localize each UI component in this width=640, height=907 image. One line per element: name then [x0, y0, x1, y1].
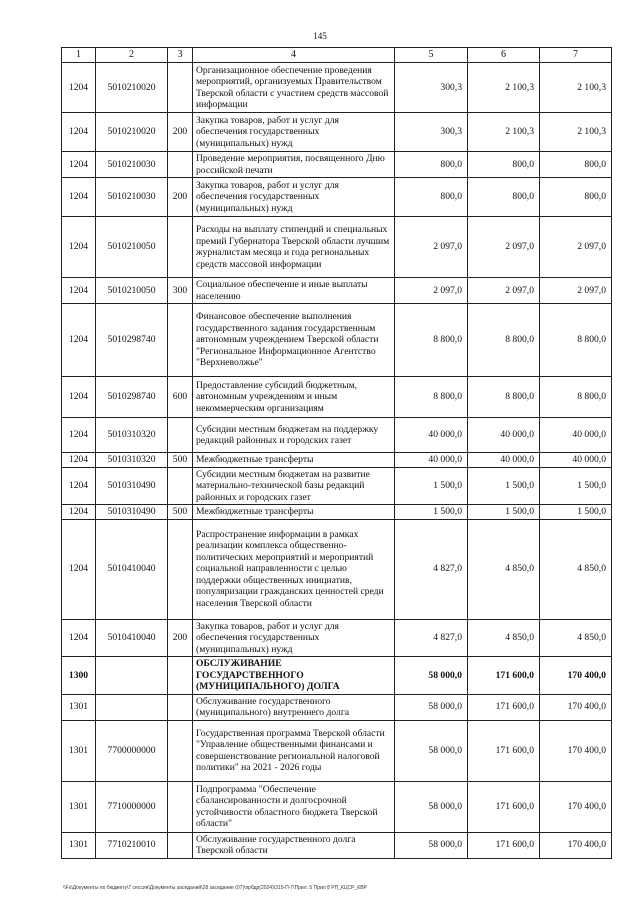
amount-cell-col5: 1 500,0: [395, 467, 468, 505]
section-code-cell: 1301: [62, 781, 96, 832]
section-code-cell: 1204: [62, 178, 96, 217]
amount-cell-col7: 4 850,0: [540, 619, 612, 657]
amount-cell-col6: 4 850,0: [468, 619, 540, 657]
amount-cell-col7: 800,0: [540, 178, 612, 217]
item-name-cell: Межбюджетные трансферты: [193, 505, 395, 520]
target-code-cell: 5010210050: [96, 278, 168, 304]
amount-cell-col5: 4 827,0: [395, 619, 468, 657]
target-code-cell: 7710000000: [96, 781, 168, 832]
item-name-cell: Государственная программа Тверской области "Управление общественными финансами и совершенствование региональной налоговой политики" на 2021 - 2026 годы: [193, 720, 395, 781]
amount-cell-col5: 300,3: [395, 63, 468, 113]
amount-cell-col7: 170 400,0: [540, 781, 612, 832]
amount-cell-col5: 40 000,0: [395, 453, 468, 468]
section-code-cell: 1204: [62, 377, 96, 418]
table-header-row: [62, 48, 612, 63]
expense-kind-cell: 200: [168, 619, 193, 657]
table-row: [62, 505, 612, 520]
amount-cell-col6: 171 600,0: [468, 720, 540, 781]
target-code-cell: 7710210010: [96, 832, 168, 858]
table-row: [62, 113, 612, 152]
footer-file-path: \\Fs\Документы по бюджету\7 сессия\Документы заседаний\28 заседание (07)\прбдр(2024)\315-П-7\Прил. 5 Прил 8 РП_КЦСР_КВР: [63, 885, 367, 891]
expense-kind-cell: [168, 304, 193, 377]
amount-cell-col6: 4 850,0: [468, 519, 540, 619]
table-row: [62, 304, 612, 377]
amount-cell-col6: 171 600,0: [468, 832, 540, 858]
header-cell: 5: [395, 48, 468, 63]
expense-kind-cell: [168, 418, 193, 453]
amount-cell-col5: 58 000,0: [395, 694, 468, 720]
target-code-cell: 5010410040: [96, 519, 168, 619]
amount-cell-col7: 2 097,0: [540, 217, 612, 278]
amount-cell-col7: 40 000,0: [540, 418, 612, 453]
amount-cell-col6: 40 000,0: [468, 453, 540, 468]
table-row: [62, 694, 612, 720]
expense-kind-cell: [168, 519, 193, 619]
target-code-cell: [96, 657, 168, 695]
section-code-cell: 1301: [62, 720, 96, 781]
table-row: [62, 519, 612, 619]
amount-cell-col7: 8 800,0: [540, 377, 612, 418]
expense-kind-cell: 200: [168, 113, 193, 152]
amount-cell-col6: 171 600,0: [468, 657, 540, 695]
expense-kind-cell: [168, 720, 193, 781]
table-row: [62, 781, 612, 832]
amount-cell-col5: 8 800,0: [395, 304, 468, 377]
amount-cell-col7: 2 100,3: [540, 63, 612, 113]
section-code-cell: 1301: [62, 694, 96, 720]
amount-cell-col5: 800,0: [395, 152, 468, 178]
item-name-cell: Субсидии местным бюджетам на развитие материально-технической базы редакций районных и городских газет: [193, 467, 395, 505]
expense-kind-cell: [168, 832, 193, 858]
amount-cell-col5: 1 500,0: [395, 505, 468, 520]
amount-cell-col6: 2 100,3: [468, 63, 540, 113]
section-code-cell: 1204: [62, 113, 96, 152]
section-code-cell: 1301: [62, 832, 96, 858]
expense-kind-cell: [168, 467, 193, 505]
expense-kind-cell: 500: [168, 505, 193, 520]
header-cell: 6: [468, 48, 540, 63]
target-code-cell: 5010310490: [96, 467, 168, 505]
table-row: [62, 832, 612, 858]
amount-cell-col7: 4 850,0: [540, 519, 612, 619]
section-code-cell: 1204: [62, 63, 96, 113]
item-name-cell: Межбюджетные трансферты: [193, 453, 395, 468]
target-code-cell: 5010410040: [96, 619, 168, 657]
amount-cell-col6: 800,0: [468, 152, 540, 178]
item-name-cell: Расходы на выплату стипендий и специальных премий Губернатора Тверской области лучшим журналистам месяца и года региональных средств массовой информации: [193, 217, 395, 278]
amount-cell-col7: 800,0: [540, 152, 612, 178]
table-row: [62, 278, 612, 304]
target-code-cell: 7700000000: [96, 720, 168, 781]
amount-cell-col7: 8 800,0: [540, 304, 612, 377]
target-code-cell: 5010210050: [96, 217, 168, 278]
table-row: [62, 418, 612, 453]
amount-cell-col5: 58 000,0: [395, 657, 468, 695]
amount-cell-col6: 171 600,0: [468, 781, 540, 832]
page-number: 145: [313, 31, 327, 41]
section-code-cell: 1300: [62, 657, 96, 695]
item-name-cell: Обслуживание государственного долга Тверской области: [193, 832, 395, 858]
amount-cell-col6: 8 800,0: [468, 304, 540, 377]
table-row: [62, 453, 612, 468]
table-row: [62, 377, 612, 418]
amount-cell-col7: 40 000,0: [540, 453, 612, 468]
expense-kind-cell: [168, 694, 193, 720]
item-name-cell: Предоставление субсидий бюджетным, автономным учреждениям и иным некоммерческим организациям: [193, 377, 395, 418]
expense-kind-cell: [168, 781, 193, 832]
header-cell: 1: [62, 48, 96, 63]
item-name-cell: Закупка товаров, работ и услуг для обеспечения государственных (муниципальных) нужд: [193, 113, 395, 152]
header-cell: 7: [540, 48, 612, 63]
amount-cell-col6: 40 000,0: [468, 418, 540, 453]
amount-cell-col5: 800,0: [395, 178, 468, 217]
expense-kind-cell: [168, 217, 193, 278]
amount-cell-col6: 2 100,3: [468, 113, 540, 152]
table-row: [62, 63, 612, 113]
amount-cell-col5: 8 800,0: [395, 377, 468, 418]
expense-kind-cell: [168, 152, 193, 178]
item-name-cell: Подпрограмма "Обеспечение сбалансированности и долгосрочной устойчивости областного бюджета Тверской области": [193, 781, 395, 832]
amount-cell-col7: 2 100,3: [540, 113, 612, 152]
expense-kind-cell: 300: [168, 278, 193, 304]
amount-cell-col7: 1 500,0: [540, 467, 612, 505]
item-name-cell: Проведение мероприятия, посвященного Дню российской печати: [193, 152, 395, 178]
amount-cell-col6: 171 600,0: [468, 694, 540, 720]
expense-kind-cell: 200: [168, 178, 193, 217]
expense-kind-cell: 500: [168, 453, 193, 468]
target-code-cell: 5010298740: [96, 304, 168, 377]
section-code-cell: 1204: [62, 217, 96, 278]
amount-cell-col5: 58 000,0: [395, 781, 468, 832]
amount-cell-col5: 58 000,0: [395, 832, 468, 858]
table-row: [62, 657, 612, 695]
expense-kind-cell: 600: [168, 377, 193, 418]
target-code-cell: 5010310320: [96, 453, 168, 468]
expense-kind-cell: [168, 63, 193, 113]
target-code-cell: 5010298740: [96, 377, 168, 418]
table-row: [62, 178, 612, 217]
target-code-cell: 5010310320: [96, 418, 168, 453]
target-code-cell: 5010210020: [96, 113, 168, 152]
item-name-cell: Социальное обеспечение и иные выплаты населению: [193, 278, 395, 304]
header-cell: 4: [193, 48, 395, 63]
amount-cell-col7: 170 400,0: [540, 720, 612, 781]
amount-cell-col6: 1 500,0: [468, 505, 540, 520]
amount-cell-col5: 40 000,0: [395, 418, 468, 453]
target-code-cell: 5010310490: [96, 505, 168, 520]
section-code-cell: 1204: [62, 619, 96, 657]
section-code-cell: 1204: [62, 278, 96, 304]
section-code-cell: 1204: [62, 453, 96, 468]
item-name-cell: Закупка товаров, работ и услуг для обеспечения государственных (муниципальных) нужд: [193, 178, 395, 217]
item-name-cell: Субсидии местным бюджетам на поддержку редакций районных и городских газет: [193, 418, 395, 453]
amount-cell-col6: 8 800,0: [468, 377, 540, 418]
header-cell: 3: [168, 48, 193, 63]
section-code-cell: 1204: [62, 152, 96, 178]
amount-cell-col6: 2 097,0: [468, 217, 540, 278]
amount-cell-col5: 4 827,0: [395, 519, 468, 619]
amount-cell-col6: 1 500,0: [468, 467, 540, 505]
target-code-cell: 5010210030: [96, 152, 168, 178]
expense-kind-cell: [168, 657, 193, 695]
target-code-cell: 5010210020: [96, 63, 168, 113]
item-name-cell: Организационное обеспечение проведения мероприятий, организуемых Правительством Тверской области с участием средств массовой информации: [193, 63, 395, 113]
item-name-cell: Распространение информации в рамках реализации комплекса общественно-политических мероприятий и мероприятий социальной направленности с целью поддержки общественных инициатив, популяризации гражданских ценностей среди населения Тверской области: [193, 519, 395, 619]
target-code-cell: [96, 694, 168, 720]
section-code-cell: 1204: [62, 519, 96, 619]
amount-cell-col5: 58 000,0: [395, 720, 468, 781]
section-code-cell: 1204: [62, 304, 96, 377]
section-code-cell: 1204: [62, 467, 96, 505]
table-row: [62, 217, 612, 278]
item-name-cell: ОБСЛУЖИВАНИЕ ГОСУДАРСТВЕННОГО (МУНИЦИПАЛЬНОГО) ДОЛГА: [193, 657, 395, 695]
amount-cell-col7: 170 400,0: [540, 694, 612, 720]
item-name-cell: Обслуживание государственного (муниципального) внутреннего долга: [193, 694, 395, 720]
header-cell: 2: [96, 48, 168, 63]
amount-cell-col6: 2 097,0: [468, 278, 540, 304]
amount-cell-col7: 1 500,0: [540, 505, 612, 520]
table-row: [62, 619, 612, 657]
section-code-cell: 1204: [62, 418, 96, 453]
amount-cell-col7: 170 400,0: [540, 832, 612, 858]
amount-cell-col5: 2 097,0: [395, 278, 468, 304]
section-code-cell: 1204: [62, 505, 96, 520]
amount-cell-col5: 2 097,0: [395, 217, 468, 278]
amount-cell-col6: 800,0: [468, 178, 540, 217]
table-row: [62, 467, 612, 505]
target-code-cell: 5010210030: [96, 178, 168, 217]
amount-cell-col7: 170 400,0: [540, 657, 612, 695]
item-name-cell: Финансовое обеспечение выполнения государственного задания государственным автономным учреждением Тверской области "Региональное Информационное Агентство "Верхневолжье": [193, 304, 395, 377]
budget-table: [61, 47, 612, 859]
table-row: [62, 720, 612, 781]
item-name-cell: Закупка товаров, работ и услуг для обеспечения государственных (муниципальных) нужд: [193, 619, 395, 657]
table-row: [62, 152, 612, 178]
amount-cell-col5: 300,3: [395, 113, 468, 152]
amount-cell-col7: 2 097,0: [540, 278, 612, 304]
